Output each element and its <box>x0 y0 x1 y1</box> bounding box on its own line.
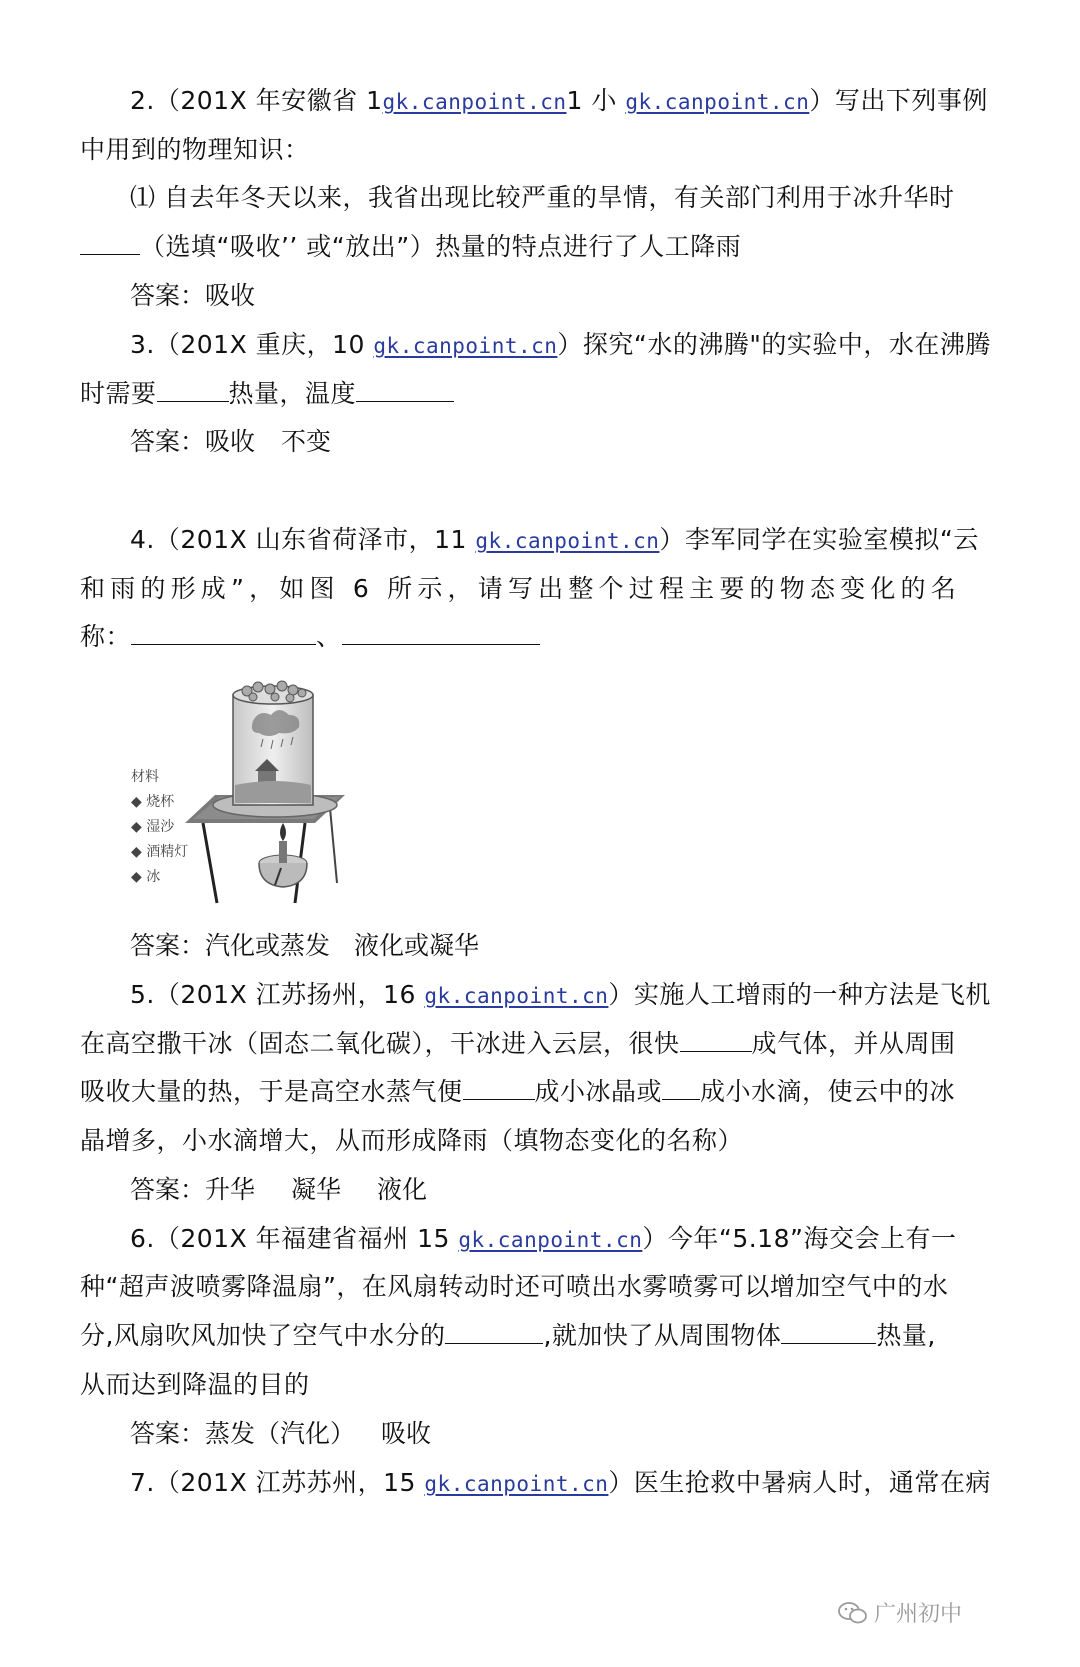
diamond-icon: ◆ <box>131 819 147 835</box>
q6-text-b: ,就加快了从周围物体 <box>543 1321 782 1350</box>
q4-line-3 <box>80 620 1000 654</box>
q3-answer-1: 吸收 <box>205 427 256 456</box>
q5-text-d: 成小冰晶或 <box>534 1077 663 1106</box>
diamond-icon: ◆ <box>131 794 147 810</box>
q3-blank-1 <box>157 377 229 402</box>
q5-answer-label: 答案： <box>130 1175 206 1204</box>
q3-answer-2: 不变 <box>281 427 332 456</box>
material-ice: 冰 <box>146 869 161 885</box>
q2-link-2[interactable]: gk.canpoint.cn <box>625 90 810 114</box>
q2-line-4 <box>80 230 1000 264</box>
q2-line-2: 中用到的物理知识： <box>80 135 310 164</box>
q6-answer <box>130 1417 431 1451</box>
q3-blank-2 <box>356 377 454 402</box>
q6-line-4: 从而达到降温的目的 <box>80 1370 310 1399</box>
wechat-icon <box>838 1601 868 1625</box>
q7-stem-start: ）医生抢救中暑病人时，通常在病 <box>608 1468 991 1497</box>
q5-answer-1: 升华 <box>205 1175 256 1204</box>
q3-answer-label: 答案： <box>130 427 206 456</box>
q4-blank-1 <box>131 620 316 645</box>
q2-line-4-text: （选填“吸收’’ 或“放出”）热量的特点进行了人工降雨 <box>140 232 742 261</box>
q6-stem-start: ）今年“5.18”海交会上有一 <box>642 1224 957 1253</box>
q4-blank-2 <box>342 620 540 645</box>
q4-answer-2: 液化或凝华 <box>354 931 480 960</box>
q6-answer-1: 蒸发（汽化） <box>205 1419 356 1448</box>
q4-text-a: 称： <box>80 622 132 651</box>
material-beaker: 烧杯 <box>146 794 175 810</box>
diamond-icon: ◆ <box>131 844 147 860</box>
q5-text-c: 吸收大量的热，于是高空水蒸气便 <box>80 1077 463 1106</box>
q6-text-a: 分,风扇吹风加快了空气中水分的 <box>80 1321 446 1350</box>
q2-link-1[interactable]: gk.canpoint.cn <box>382 90 567 114</box>
q6-blank-2 <box>781 1319 876 1344</box>
q5-stem-start: ）实施人工增雨的一种方法是飞机 <box>608 980 991 1009</box>
q7-link[interactable]: gk.canpoint.cn <box>424 1472 609 1496</box>
q2-number-source: 2.（201X 年安徽省 1 <box>130 86 383 115</box>
q6-line-1 <box>130 1222 1000 1257</box>
watermark-text: 广州初中 <box>874 1602 963 1627</box>
material-item <box>131 866 160 886</box>
q3-line-1 <box>130 328 1000 363</box>
q2-line-1 <box>130 84 1000 119</box>
q4-line-2: 和雨的形成”，如图 6 所示，请写出整个过程主要的物态变化的名 <box>80 574 961 603</box>
q5-text-e: 成小水滴，使云中的冰 <box>700 1077 956 1106</box>
q4-stem-start: ）李军同学在实验室模拟“云 <box>659 525 979 554</box>
wechat-watermark <box>838 1597 962 1628</box>
q3-text-b: 热量，温度 <box>228 379 357 408</box>
q3-stem-start: ）探究“水的沸腾"的实验中，水在沸腾 <box>557 330 991 359</box>
q3-answer <box>130 425 331 459</box>
q2-blank-1 <box>80 230 140 255</box>
q6-blank-1 <box>445 1319 543 1344</box>
q5-answer <box>130 1173 427 1207</box>
q5-blank-3 <box>662 1075 700 1100</box>
q2-stem-start: ）写出下列事例 <box>809 86 988 115</box>
q7-number-source: 7.（201X 江苏苏州，15 <box>130 1468 425 1497</box>
material-alcohol-lamp: 酒精灯 <box>146 844 189 860</box>
q5-text-a: 在高空撒干冰（固态二氧化碳），干冰进入云层，很快 <box>80 1029 680 1058</box>
q6-line-2: 种“超声波喷雾降温扇”，在风扇转动时还可喷出水雾喷雾可以增加空气中的水 <box>80 1272 949 1301</box>
q2-line-3: ⑴ 自去年冬天以来，我省出现比较严重的旱情，有关部门利用于冰升华时 <box>130 183 955 212</box>
q3-link[interactable]: gk.canpoint.cn <box>373 334 558 358</box>
q5-line-4: 晶增多，小水滴增大，从而形成降雨（填物态变化的名称） <box>80 1126 744 1155</box>
q3-number-source: 3.（201X 重庆，10 <box>130 330 374 359</box>
q5-answer-2: 凝华 <box>291 1175 342 1204</box>
q7-line-1 <box>130 1466 1000 1501</box>
materials-title: 材料 <box>131 769 159 785</box>
q4-answer-label: 答案： <box>130 931 206 960</box>
q5-number-source: 5.（201X 江苏扬州，16 <box>130 980 425 1009</box>
q6-text-c: 热量, <box>876 1321 936 1350</box>
figure-cloud-rain-apparatus <box>125 673 360 905</box>
q5-line-2 <box>80 1027 1000 1061</box>
q5-answer-3: 液化 <box>377 1175 428 1204</box>
q6-answer-2: 吸收 <box>381 1419 432 1448</box>
q5-line-1 <box>130 978 1000 1013</box>
q6-link[interactable]: gk.canpoint.cn <box>458 1228 643 1252</box>
q4-answer <box>130 929 479 963</box>
material-item <box>131 816 174 836</box>
q4-link[interactable]: gk.canpoint.cn <box>475 529 660 553</box>
q5-link[interactable]: gk.canpoint.cn <box>424 984 609 1008</box>
q5-blank-1 <box>680 1027 752 1052</box>
q4-text-b: 、 <box>316 622 342 651</box>
q6-line-3 <box>80 1319 1000 1353</box>
q2-source-mid: 1 小 <box>566 86 626 115</box>
material-item <box>131 791 174 811</box>
q5-line-3 <box>80 1075 1000 1109</box>
q2-answer: 答案：吸收 <box>130 281 256 310</box>
diamond-icon: ◆ <box>131 869 147 885</box>
q4-line-1 <box>130 523 1000 558</box>
q4-number-source: 4.（201X 山东省荷泽市，11 <box>130 525 476 554</box>
q6-answer-label: 答案： <box>130 1419 206 1448</box>
q5-blank-2 <box>463 1075 535 1100</box>
q3-text-a: 时需要 <box>80 379 157 408</box>
q4-answer-1: 汽化或蒸发 <box>205 931 331 960</box>
apparatus-illustration <box>125 673 360 905</box>
material-item <box>131 841 188 861</box>
q5-text-b: 成气体，并从周围 <box>751 1029 956 1058</box>
material-wet-sand: 湿沙 <box>146 819 175 835</box>
q3-line-2 <box>80 377 1000 411</box>
q6-number-source: 6.（201X 年福建省福州 15 <box>130 1224 459 1253</box>
